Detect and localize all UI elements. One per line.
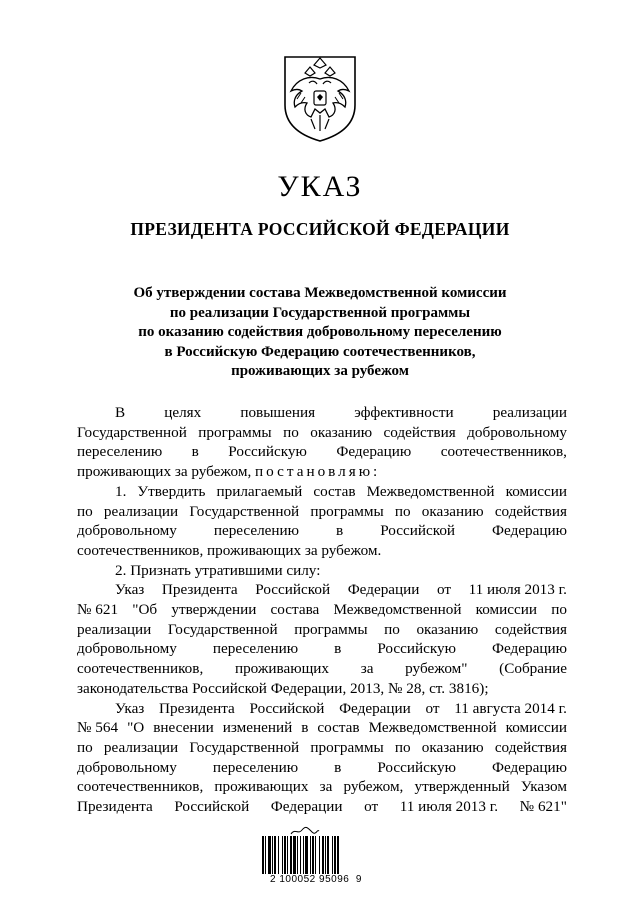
body-word: № 621" [519,798,567,816]
body-word: оказанию [310,423,373,441]
body-word: реализации [103,738,179,756]
resolution-word: постановляю: [255,463,381,481]
issuer-subtitle: ПРЕЗИДЕНТА РОССИЙСКОЙ ФЕДЕРАЦИИ [130,219,510,239]
body-word: Указом [520,778,567,796]
body-word: изменений [222,719,293,737]
body-word: по [283,423,299,441]
body-word: Межведомственной [366,482,495,500]
body-word: в [334,758,342,776]
body-line [77,462,567,482]
body-word: соотечественников, [77,660,204,678]
body-line [77,442,567,462]
body-word: программы [310,738,384,756]
body-word: по [394,738,411,756]
body-line [77,718,567,738]
decree-body [77,403,567,817]
body-word: повышения [240,404,316,421]
body-word: переселению [212,758,299,776]
body-word: Межведомственной [333,601,462,619]
body-word: по [551,601,567,619]
body-word: комиссии [505,482,567,500]
body-word: за [319,778,333,796]
body-word: оказанию [416,620,479,638]
body-word: состав [317,719,360,737]
body-word: комиссии [505,719,567,737]
body-word: переселению [212,640,299,658]
body-line [77,521,567,541]
body-word: Государственной [167,620,278,638]
body-word: Федерацию [492,640,567,658]
barcode-icon [262,836,372,874]
body-word: в [301,719,309,737]
body-word: Государственной [189,502,300,520]
body-word: Указ [115,699,145,717]
body-word: в [336,522,344,540]
body-word: Российской [380,522,456,540]
body-line [77,659,567,679]
body-line [77,600,567,620]
body-word: программы [294,620,368,638]
body-text: законодательства Российской Федерации, 2013, № 28, ст. 3816); [77,679,489,697]
body-word: Утвердить [137,482,206,500]
body-word: реализации [77,620,152,638]
body-word: состав [313,482,356,500]
body-line [77,580,567,600]
body-word: 11 августа 2014 г. [454,699,567,717]
body-word: оказанию [421,502,484,520]
body-word: от [425,699,440,717]
body-line [77,620,567,640]
body-word: в [334,640,342,658]
body-line [77,561,567,581]
body-word: реализации [103,502,179,520]
body-word: Президента [159,699,235,717]
body-line [77,639,567,659]
body-word: проживающих [234,660,329,678]
body-line [77,679,567,699]
body-word: Президента [161,581,238,599]
body-word: добровольному [467,423,567,441]
body-word: переселению [77,443,163,461]
body-word: переселению [213,522,300,540]
body-word: по [394,502,411,520]
state-emblem-icon [279,53,361,143]
body-word: прилагаемый [216,482,303,500]
body-word: 11 июля 2013 г. [468,581,567,599]
body-line [77,482,567,502]
document-type-title: УКАЗ [277,170,363,203]
body-word: 1. [115,482,127,500]
body-word: Федерации [339,699,411,717]
body-word: внесении [153,719,214,737]
body-word: Российской [249,699,325,717]
body-word: Федерацию [492,758,567,776]
body-word: Межведомственной [368,719,497,737]
heading-line: в Российскую Федерацию соотечественников, [164,343,476,360]
body-word: соотечественников, [440,443,567,461]
body-line [77,777,567,797]
body-word: целях [164,404,202,421]
body-word: проживающих [214,778,309,796]
heading-line: проживающих за рубежом [231,363,409,379]
body-word: эффективности [354,404,454,421]
body-line [77,758,567,778]
body-word: (Собрание [499,660,567,678]
heading-line: Об утверждении состава Межведомственной комиссии [133,285,507,301]
body-word: Президента [77,798,153,816]
body-word: "Об [132,601,158,619]
body-line [77,699,567,719]
body-word: утверждении [171,601,257,619]
body-word: утвержденный [414,778,510,796]
body-word: Федерации [347,581,420,599]
body-word: состава [270,601,320,619]
body-word: Российской [174,798,250,816]
body-word: добровольному [77,522,177,540]
body-line [77,502,567,522]
body-word: № 621 [77,601,119,619]
body-word: содействия [494,620,567,638]
body-word: оказанию [421,738,484,756]
body-word: Российской [255,581,331,599]
body-text: проживающих за рубежом, [77,463,256,481]
body-word: В [115,404,126,421]
heading-line: по оказанию содействия добровольному переселению [138,324,502,340]
body-line [77,797,567,817]
body-word: Федерацию [492,522,567,540]
body-word: содействия [494,738,567,756]
body-word: содействия [383,423,456,441]
handwritten-mark-icon [290,826,320,836]
body-word: по [77,502,93,520]
body-line [77,738,567,758]
body-word: "О [127,719,145,737]
body-word: программы [198,423,272,441]
body-word: содействия [494,502,567,520]
body-word: от [437,581,452,599]
body-word: рубежом" [405,660,468,678]
body-word: рубежом, [343,778,404,796]
body-word: Российскую [377,758,456,776]
body-word: Государственной [77,423,187,441]
body-text: соотечественников, проживающих за рубежом. [77,541,382,559]
body-word: Федерации [270,798,343,816]
body-word: Российскую [228,443,307,461]
body-word: от [364,798,379,816]
body-word: Указ [115,581,145,599]
body-word: по [77,738,93,756]
body-word: соотечественников, [77,778,204,796]
body-word: № 564 [77,719,119,737]
body-word: программы [310,502,384,520]
body-word: Государственной [189,738,300,756]
body-text: 2. Признать утратившими силу: [115,561,321,579]
body-line [77,423,567,443]
body-word: в [191,443,199,461]
body-word: добровольному [77,758,177,776]
decree-heading [80,284,560,382]
body-word: по [384,620,400,638]
heading-line: по реализации Государственной программы [169,304,471,321]
barcode-number: 2 100052 95096 9 [270,874,362,885]
body-word: за [360,660,374,678]
body-word: добровольному [77,640,177,658]
body-word: Федерацию [336,443,412,461]
body-line [77,403,567,423]
body-word: 11 июля 2013 г. [399,798,499,816]
body-line [77,541,567,561]
body-word: Российскую [377,640,456,658]
body-word: комиссии [475,601,538,619]
body-word: реализации [492,404,567,421]
